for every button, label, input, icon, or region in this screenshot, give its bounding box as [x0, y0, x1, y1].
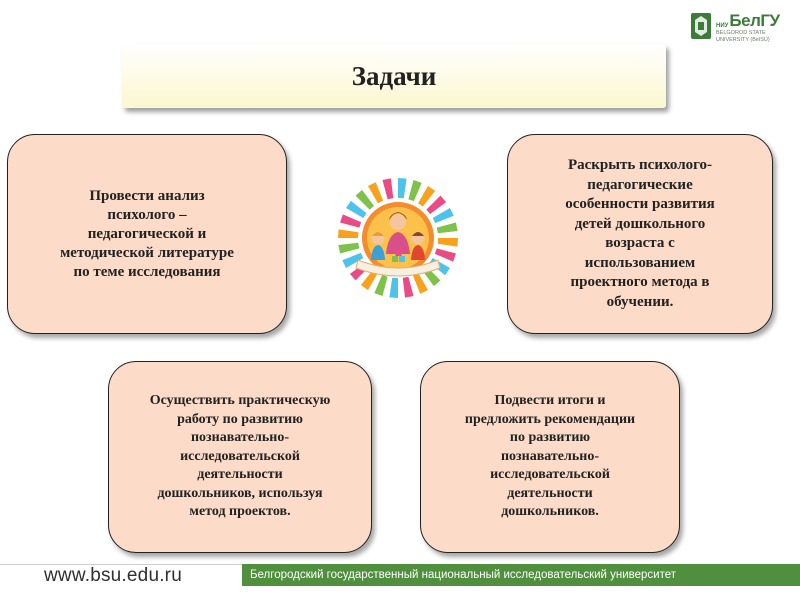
- emblem-ray: [340, 214, 361, 227]
- kindergarten-emblem-icon: [336, 176, 460, 300]
- emblem-ray: [382, 178, 393, 199]
- emblem-ray: [338, 243, 359, 254]
- footer-bar: [0, 564, 800, 586]
- emblem-ray: [413, 273, 428, 294]
- emblem-ray: [398, 178, 407, 198]
- task-card-analysis: [7, 134, 287, 334]
- emblem-ray: [408, 180, 421, 201]
- logo-subtitle-2: UNIVERSITY (BelSU): [716, 37, 770, 44]
- task-card-practice: [108, 361, 372, 553]
- task-text: Провести анализ психолого – педагогической и методической литературе по теме исследования: [60, 187, 234, 280]
- title-banner: [122, 44, 666, 108]
- emblem-ray: [374, 275, 387, 296]
- logo-subtitle-1: BELGOROD STATE: [716, 30, 766, 36]
- logo-abbr: НИУ: [716, 22, 729, 29]
- task-text: Подвести итоги и предложить рекомендации по развитию познавательно- исследовательской деятельности дошкольников.: [464, 393, 636, 520]
- emblem-ray: [338, 229, 358, 238]
- footer-university-name: Белгородский государственный национальный исследовательский университет: [250, 569, 677, 581]
- footer-url-box: [0, 564, 242, 586]
- task-card-summary: [420, 361, 680, 553]
- logo-name: БелГУ: [729, 11, 780, 30]
- emblem-ray: [437, 222, 458, 233]
- university-logo: [690, 12, 782, 52]
- task-card-features: [507, 134, 773, 334]
- emblem-ray: [433, 208, 454, 223]
- task-text: Осуществить практическую работу по развитию познавательно- исследовательской деятельности дошкольников, используя метод проектов.: [149, 393, 331, 520]
- emblem-ray: [389, 278, 398, 298]
- university-shield-icon: [690, 12, 712, 42]
- emblem-ray: [368, 182, 383, 203]
- emblem-ray: [438, 238, 458, 247]
- page-title: Задачи: [351, 60, 437, 91]
- task-text: Раскрыть психолого- педагогические особенности развития детей дошкольного возраста с использованием проектного метода в обучении.: [565, 157, 715, 310]
- emblem-ray: [403, 277, 414, 298]
- footer-url[interactable]: www.bsu.edu.ru: [44, 564, 182, 586]
